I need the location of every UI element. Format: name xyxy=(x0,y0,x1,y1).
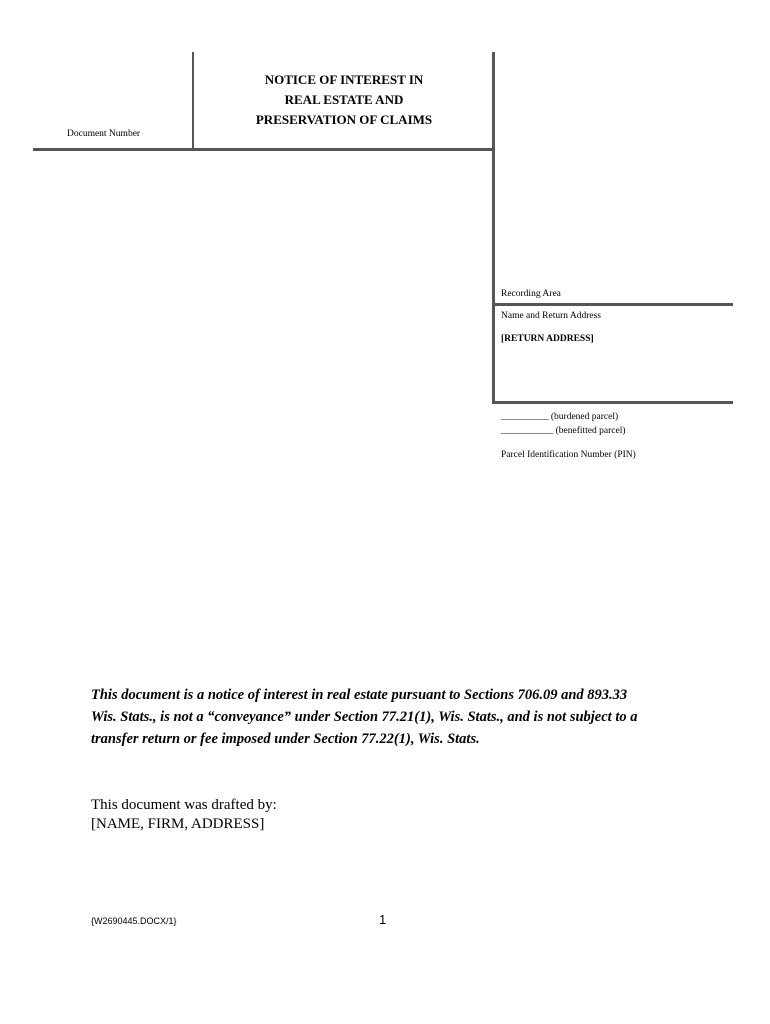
title-line-3: PRESERVATION OF CLAIMS xyxy=(255,112,433,127)
drafted-by-block xyxy=(91,796,277,834)
burdened-parcel-line: __________ (burdened parcel) xyxy=(501,412,619,422)
return-address-placeholder: [RETURN ADDRESS] xyxy=(501,334,594,344)
name-return-address-label: Name and Return Address xyxy=(501,311,601,321)
return-address-bottom-rule xyxy=(492,401,733,404)
notice-line-3: transfer return or fee imposed under Section 77.22(1), Wis. Stats. xyxy=(91,731,480,747)
drafted-by-value: [NAME, FIRM, ADDRESS] xyxy=(91,816,265,832)
notice-line-1: This document is a notice of interest in real estate pursuant to Sections 706.09 and 893.33 xyxy=(91,687,628,703)
document-id: {W2690445.DOCX/1} xyxy=(91,916,177,926)
notice-line-2: Wis. Stats., is not a “conveyance” under Section 77.21(1), Wis. Stats., and is not subject to a xyxy=(91,709,638,725)
benefitted-parcel-line: ___________ (benefitted parcel) xyxy=(501,426,626,436)
recording-area-label: Recording Area xyxy=(501,289,561,299)
document-title xyxy=(196,70,492,130)
drafted-by-label: This document was drafted by: xyxy=(91,797,277,813)
document-number-label: Document Number xyxy=(67,129,141,139)
recording-area-divider xyxy=(492,52,495,404)
title-line-2: REAL ESTATE AND xyxy=(284,92,404,107)
title-line-1: NOTICE OF INTEREST IN xyxy=(264,72,424,87)
pin-label: Parcel Identification Number (PIN) xyxy=(501,450,636,460)
recording-area-bottom-rule xyxy=(492,303,733,306)
title-left-divider xyxy=(192,52,194,150)
page-number: 1 xyxy=(379,912,387,927)
notice-paragraph xyxy=(91,684,691,750)
header-bottom-rule xyxy=(33,148,494,151)
